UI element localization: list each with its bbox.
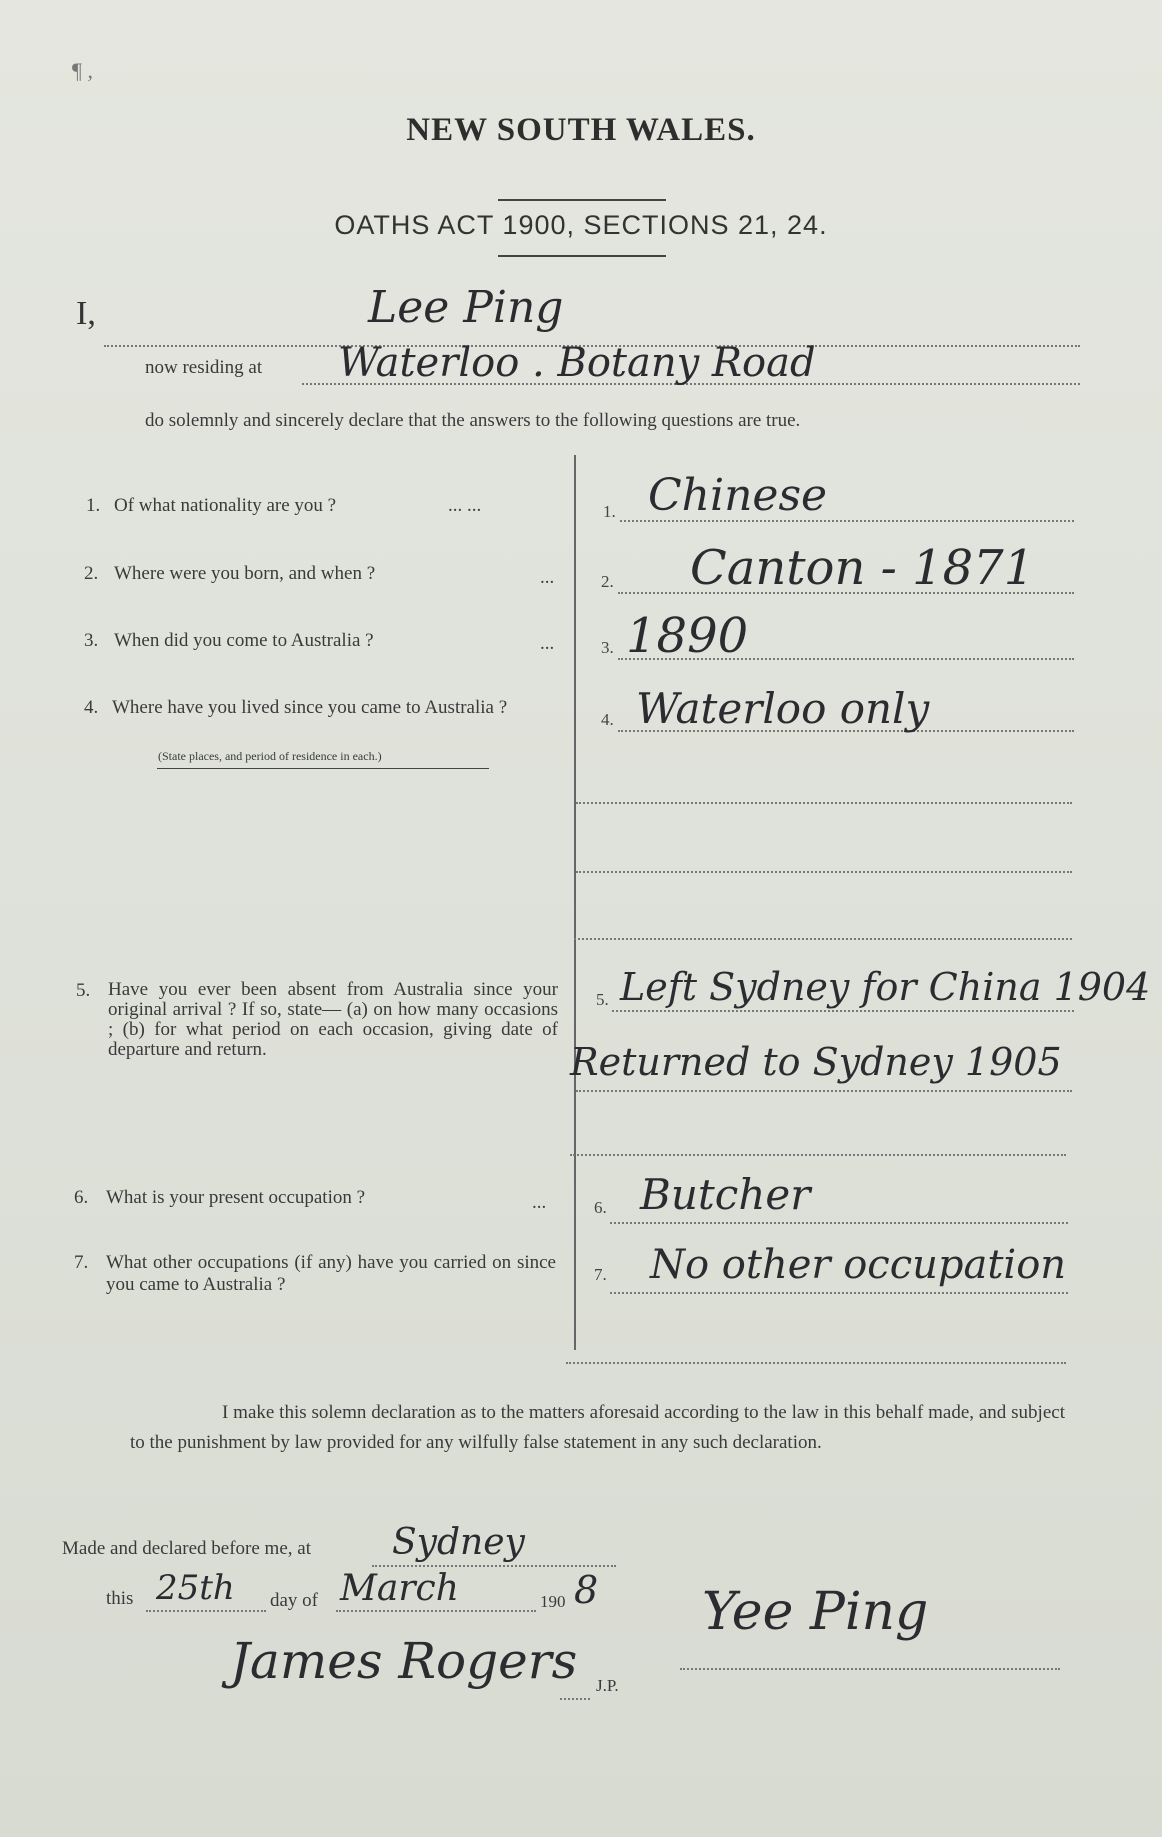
question-2-leader: ... bbox=[540, 567, 555, 588]
question-2-text: Where were you born, and when ? bbox=[114, 563, 376, 584]
declaration-statement: do solemnly and sincerely declare that the answers to the following questions are true. bbox=[145, 410, 801, 431]
question-4-text: Where have you lived since you came to Australia ? bbox=[112, 697, 508, 718]
title-rule-bottom bbox=[498, 255, 666, 257]
day-value: 25th bbox=[156, 1568, 235, 1608]
answer-7-number: 7. bbox=[594, 1265, 607, 1284]
question-3-leader: ... bbox=[540, 633, 555, 654]
this-label: this bbox=[106, 1588, 134, 1609]
answer-7-extra-line bbox=[566, 1362, 1066, 1364]
answer-5-value: Left Sydney for China 1904 bbox=[620, 965, 1151, 1009]
question-6-leader: ... bbox=[532, 1192, 547, 1213]
question-2-number: 2. bbox=[84, 563, 99, 584]
question-6-number: 6. bbox=[74, 1187, 89, 1208]
question-4-note: (State places, and period of residence in each.) bbox=[158, 749, 382, 763]
answer-2-value: Canton - 1871 bbox=[690, 540, 1035, 596]
answer-6-number: 6. bbox=[594, 1198, 607, 1217]
question-3-number: 3. bbox=[84, 630, 99, 651]
form-subtitle: OATHS ACT 1900, SECTIONS 21, 24. bbox=[334, 210, 828, 240]
question-4-note-rule bbox=[157, 768, 489, 769]
residence-value: Waterloo . Botany Road bbox=[338, 340, 816, 386]
question-1-text: Of what nationality are you ? bbox=[114, 495, 337, 516]
year-printed: 190 bbox=[540, 1592, 566, 1611]
solemn-declaration: I make this solemn declaration as to the matters aforesaid according to the law in this behalf made, and subject to the punishment by law provided for any wilfully false statement in any such declaration. bbox=[130, 1402, 1065, 1453]
question-6-text: What is your present occupation ? bbox=[106, 1187, 366, 1208]
form-title: NEW SOUTH WALES. bbox=[406, 112, 756, 148]
made-declared-label: Made and declared before me, at bbox=[62, 1538, 311, 1559]
declarant-prefix: I, bbox=[76, 295, 96, 332]
answer-1-value: Chinese bbox=[648, 470, 828, 521]
answer-5-line-1 bbox=[612, 1010, 1074, 1012]
question-5-text: Have you ever been absent from Australia since your original arrival ? If so, state— (a) on how many occasions ; (b) for what period on each occasion, giving date of departure and return. bbox=[108, 979, 558, 1060]
question-1-number: 1. bbox=[86, 495, 101, 516]
answer-6-value: Butcher bbox=[640, 1170, 811, 1219]
jp-label: J.P. bbox=[596, 1676, 619, 1695]
month-value: March bbox=[340, 1568, 459, 1609]
answer-5-line-2 bbox=[576, 1090, 1072, 1092]
day-of-label: day of bbox=[270, 1590, 319, 1611]
column-divider bbox=[574, 455, 576, 1350]
answer-4-extra-line-1 bbox=[576, 802, 1072, 804]
answer-7-line bbox=[610, 1292, 1068, 1294]
answer-2-number: 2. bbox=[601, 572, 614, 591]
question-7-number: 7. bbox=[74, 1252, 89, 1273]
question-5-number: 5. bbox=[76, 980, 91, 1001]
title-rule-top bbox=[498, 199, 666, 201]
declarant-signature: Yee Ping bbox=[702, 1582, 929, 1642]
answer-6-line bbox=[610, 1222, 1068, 1224]
corner-mark: ¶ , bbox=[72, 58, 93, 83]
answer-3-number: 3. bbox=[601, 638, 614, 657]
answer-5-line-3 bbox=[570, 1154, 1066, 1156]
residing-label: now residing at bbox=[145, 357, 263, 378]
answer-4-extra-line-3 bbox=[574, 938, 1072, 940]
answer-1-number: 1. bbox=[603, 502, 616, 521]
month-line bbox=[336, 1610, 536, 1612]
question-4-number: 4. bbox=[84, 697, 99, 718]
question-3-text: When did you come to Australia ? bbox=[114, 630, 374, 651]
answer-3-value: 1890 bbox=[626, 608, 749, 664]
declarant-name: Lee Ping bbox=[368, 282, 564, 333]
answer-4-extra-line-2 bbox=[576, 871, 1072, 873]
answer-5-value-line-2: Returned to Sydney 1905 bbox=[570, 1040, 1062, 1084]
year-hand: 8 bbox=[574, 1568, 599, 1612]
answer-5-number: 5. bbox=[596, 990, 609, 1009]
answer-7-value: No other occupation bbox=[650, 1242, 1067, 1288]
answer-4-number: 4. bbox=[601, 710, 614, 729]
place-value: Sydney bbox=[392, 1522, 525, 1563]
question-7-text: What other occupations (if any) have you carried on since you came to Australia ? bbox=[106, 1252, 556, 1295]
question-1-leader: ... ... bbox=[448, 495, 482, 516]
jp-signature: James Rogers bbox=[230, 1632, 578, 1690]
answer-4-value: Waterloo only bbox=[636, 684, 930, 733]
jp-line bbox=[560, 1698, 590, 1700]
place-line bbox=[372, 1565, 616, 1567]
declarant-signature-line bbox=[680, 1668, 1060, 1670]
day-line bbox=[146, 1610, 266, 1612]
